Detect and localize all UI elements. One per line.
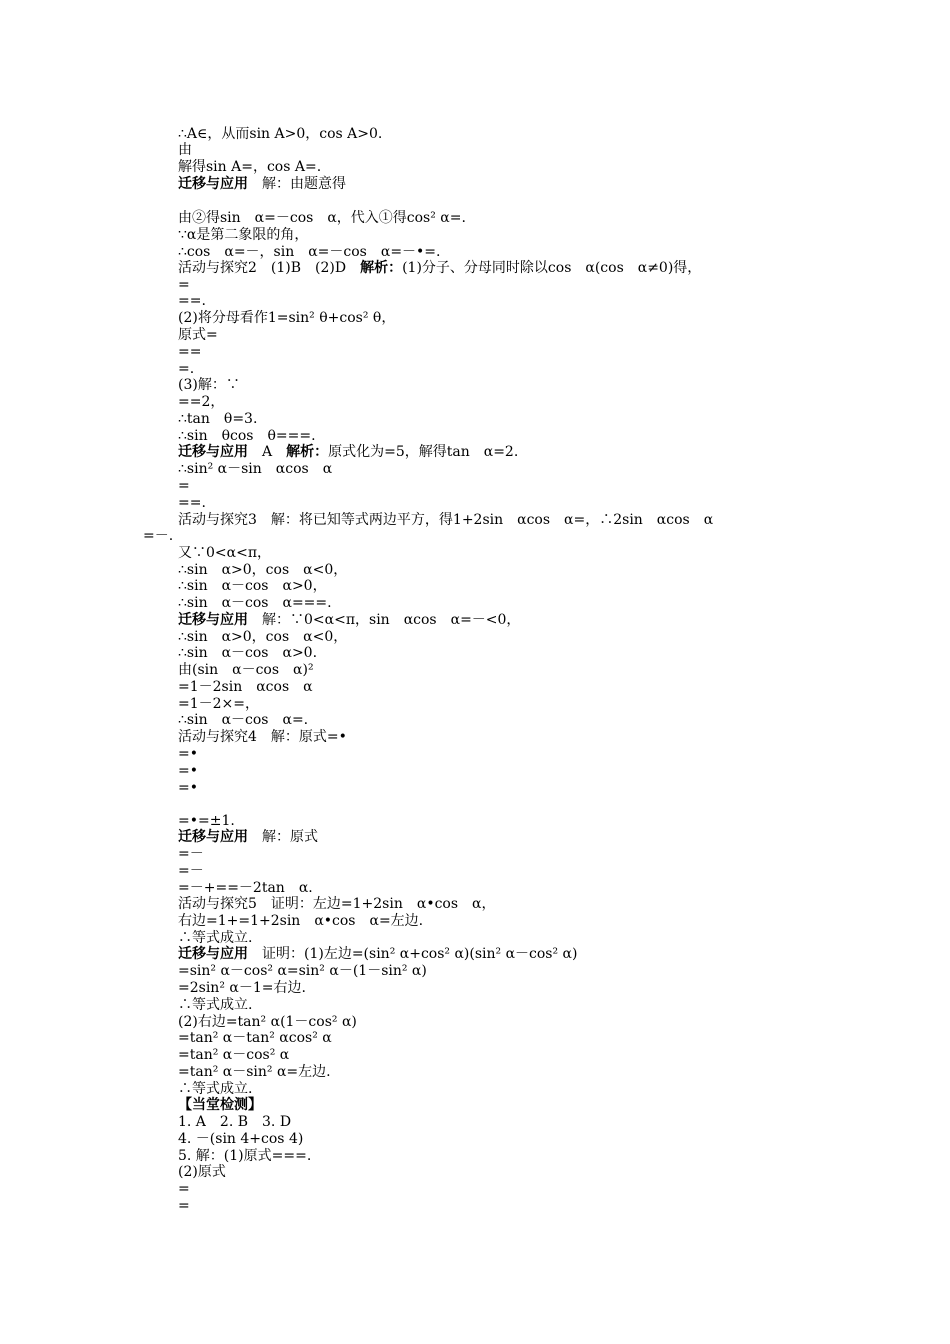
text-line	[178, 260, 701, 277]
text-line	[178, 578, 327, 595]
text-run: ∴sin α－cos α>0，	[178, 578, 327, 594]
text-run: =tan² α－tan² αcos² α	[178, 1030, 332, 1046]
text-run: =1－2sin αcos α	[178, 679, 313, 695]
bold-heading: 迁移与应用	[178, 176, 248, 192]
text-run: ∴sin α>0，cos α<0，	[178, 629, 348, 645]
bold-heading: 【当堂检测】	[178, 1097, 262, 1113]
text-run: 原式化为=5，解得tan α=2.	[328, 444, 519, 460]
text-line	[178, 461, 332, 478]
text-line	[178, 612, 520, 629]
text-run: =•=±1.	[178, 813, 235, 829]
text-run: 原式=	[178, 327, 218, 343]
text-line	[178, 495, 206, 512]
text-run: ==.	[178, 293, 206, 309]
text-line	[178, 913, 423, 930]
text-line	[178, 227, 308, 244]
text-run: =－.	[143, 528, 174, 544]
text-line	[178, 176, 346, 193]
text-line	[178, 411, 257, 428]
text-run: (2)原式	[178, 1164, 226, 1180]
text-run: (2)右边=tan² α(1－cos² α)	[178, 1014, 357, 1030]
text-line	[178, 478, 190, 495]
text-line	[178, 1148, 311, 1165]
bold-heading: 迁移与应用	[178, 612, 248, 628]
text-line	[178, 696, 259, 713]
text-line	[178, 930, 252, 947]
text-run: ∴sin² α－sin αcos α	[178, 461, 333, 477]
text-line	[178, 1064, 331, 1081]
text-run: =•	[178, 746, 198, 762]
text-run: 活动与探究2 (1)B (2)D	[178, 260, 361, 276]
text-run: (3)解：∵	[178, 377, 240, 393]
text-line	[143, 528, 173, 545]
text-run: 解：∵0<α<π，sin αcos α=－<0，	[248, 612, 521, 628]
text-line	[178, 310, 395, 327]
bold-heading: 迁移与应用	[178, 829, 248, 845]
text-line	[178, 1047, 289, 1064]
text-run: 由	[178, 142, 192, 158]
text-run: ==	[178, 344, 202, 360]
text-run: ==.	[178, 495, 206, 511]
text-line	[178, 512, 713, 529]
text-run: A	[248, 444, 287, 460]
text-line	[178, 712, 308, 729]
text-run: =tan² α－cos² α	[178, 1047, 290, 1063]
text-line	[178, 142, 192, 159]
text-line	[178, 545, 271, 562]
text-run: ∴cos α=－，sin α=－cos α=－•=.	[178, 244, 441, 260]
text-run: 由(sin α－cos α)²	[178, 662, 314, 678]
text-run: =	[178, 478, 190, 494]
text-run: =•	[178, 763, 198, 779]
text-line	[178, 159, 321, 176]
text-line	[178, 244, 441, 261]
text-line	[178, 1131, 303, 1148]
text-line	[178, 997, 252, 1014]
text-line	[178, 863, 204, 880]
text-run: ∴sin α－cos α>0.	[178, 645, 318, 661]
text-run: 又∵0<α<π，	[178, 545, 272, 561]
text-run: ∴sin α－cos α=.	[178, 712, 309, 728]
text-run: =2sin² α－1=右边.	[178, 980, 306, 996]
text-run: ∴等式成立.	[178, 930, 253, 946]
text-line	[178, 1114, 291, 1131]
text-line	[178, 1030, 332, 1047]
text-run: ==2，	[178, 394, 225, 410]
text-line	[178, 946, 577, 963]
text-line	[178, 361, 194, 378]
text-line	[178, 662, 314, 679]
text-line	[178, 846, 204, 863]
text-line	[178, 277, 190, 294]
bold-heading: 解析：	[286, 444, 329, 460]
text-run: 1. A 2. B 3. D	[178, 1114, 292, 1130]
text-run: ∴sin θcos θ===.	[178, 428, 316, 444]
text-run: 5. 解：(1)原式===.	[178, 1148, 312, 1164]
text-run: ∴tan θ=3.	[178, 411, 258, 427]
text-line	[178, 126, 382, 143]
text-line	[178, 394, 224, 411]
text-run: =	[178, 1198, 190, 1214]
text-line	[178, 444, 518, 461]
text-line	[178, 344, 201, 361]
text-line	[178, 829, 318, 846]
text-run: ∴sin α>0，cos α<0，	[178, 562, 348, 578]
text-run: =	[178, 277, 190, 293]
text-line	[178, 763, 198, 780]
text-line	[178, 1097, 262, 1114]
text-line	[178, 980, 306, 997]
text-line	[178, 1181, 190, 1198]
text-run: =sin² α－cos² α=sin² α－(1－sin² α)	[178, 963, 427, 979]
text-run: =•	[178, 780, 198, 796]
text-run: =－+==－2tan α.	[178, 880, 313, 896]
text-run: 证明：(1)左边=(sin² α+cos² α)(sin² α－cos² α)	[248, 946, 578, 962]
text-line	[178, 780, 198, 797]
text-line	[178, 293, 206, 310]
text-run: 解得sin A=，cos A=.	[178, 159, 322, 175]
text-line	[178, 595, 332, 612]
text-run: 解：原式	[248, 829, 318, 845]
text-run: 活动与探究5 证明：左边=1+2sin α•cos α，	[178, 896, 496, 912]
text-line	[178, 679, 313, 696]
text-run: 右边=1+=1+2sin α•cos α=左边.	[178, 913, 424, 929]
text-run: 由②得sin α=－cos α，代入①得cos² α=.	[178, 210, 466, 226]
text-run: =1－2×=，	[178, 696, 260, 712]
text-line	[178, 1014, 357, 1031]
text-line	[178, 1164, 226, 1181]
text-line	[178, 896, 495, 913]
text-run: ∴等式成立.	[178, 1081, 253, 1097]
text-line	[178, 746, 198, 763]
text-run: =.	[178, 361, 195, 377]
text-line	[178, 629, 347, 646]
bold-heading: 迁移与应用	[178, 946, 248, 962]
text-run: (1)分子、分母同时除以cos α(cos α≠0)得，	[402, 260, 702, 276]
text-run: ∴sin α－cos α===.	[178, 595, 332, 611]
bold-heading: 解析：	[360, 260, 403, 276]
text-line	[178, 562, 347, 579]
text-run: 活动与探究4 解：原式=•	[178, 729, 347, 745]
text-run: ∴A∈，从而sin A>0，cos A>0.	[178, 126, 383, 142]
text-line	[178, 428, 316, 445]
text-line	[178, 377, 240, 394]
text-run: (2)将分母看作1=sin² θ+cos² θ，	[178, 310, 396, 326]
text-line	[178, 729, 347, 746]
text-run: =－	[178, 863, 204, 879]
text-line	[178, 963, 427, 980]
text-line	[178, 813, 235, 830]
text-run: ∴等式成立.	[178, 997, 253, 1013]
bold-heading: 迁移与应用	[178, 444, 248, 460]
text-run: =tan² α－sin² α=左边.	[178, 1064, 331, 1080]
text-run: 4. －(sin 4+cos 4)	[178, 1131, 304, 1147]
text-run: 活动与探究3 解：将已知等式两边平方，得1+2sin αcos α=，∴2sin αcos α	[178, 512, 714, 528]
text-run: ∵α是第二象限的角，	[178, 227, 309, 243]
text-line	[178, 880, 313, 897]
text-line	[178, 645, 317, 662]
text-line	[178, 327, 218, 344]
text-line	[178, 210, 466, 227]
text-run: 解：由题意得	[248, 176, 346, 192]
text-line	[178, 1198, 190, 1215]
text-run: =－	[178, 846, 204, 862]
text-line	[178, 1081, 252, 1098]
text-run: =	[178, 1181, 190, 1197]
